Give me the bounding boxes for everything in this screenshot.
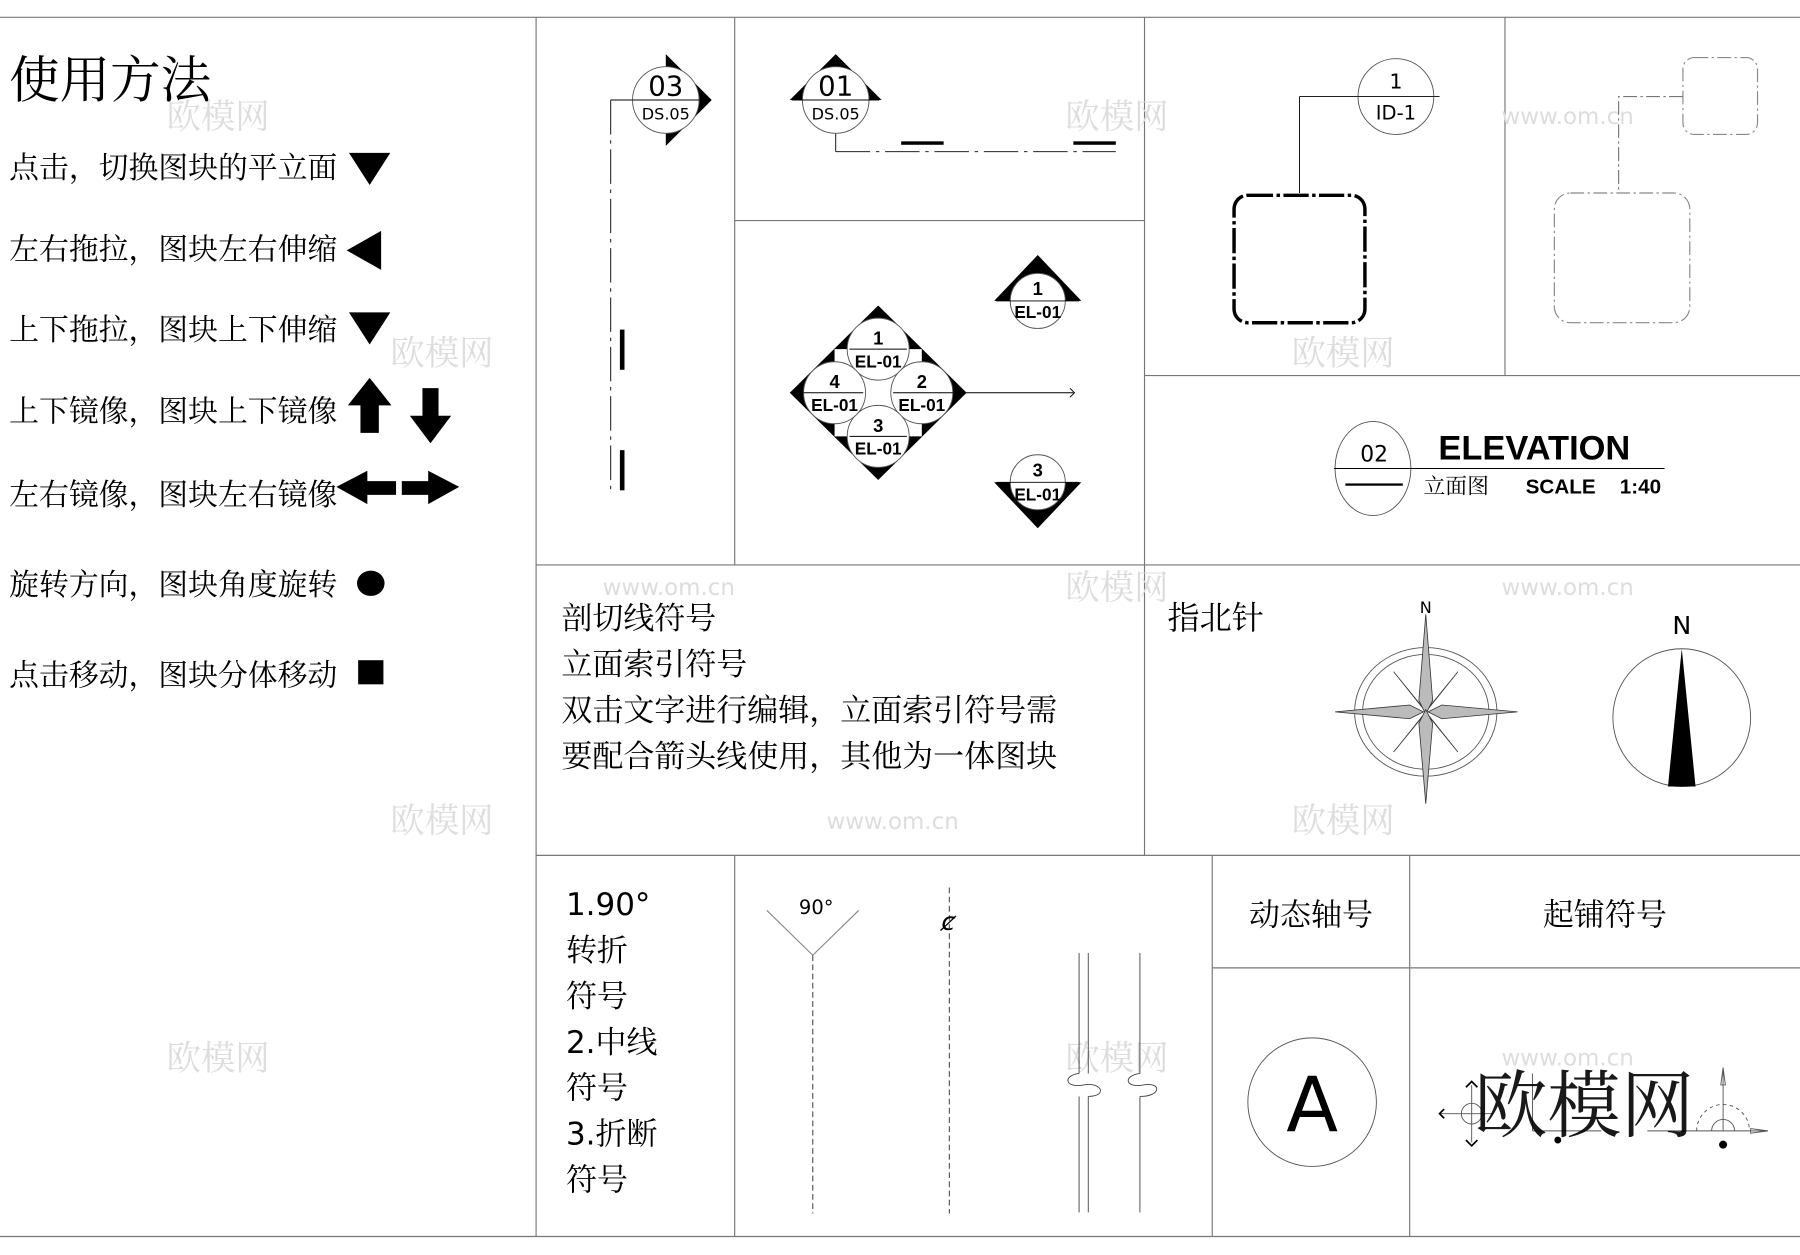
svg-text:EL-01: EL-01 <box>854 351 902 372</box>
svg-text:欧模网: 欧模网 <box>1291 801 1395 842</box>
svg-text:立面索引符号: 立面索引符号 <box>561 647 748 684</box>
svg-text:3.折断: 3.折断 <box>565 1116 658 1153</box>
svg-text:欧模网: 欧模网 <box>390 334 494 375</box>
svg-text:欧模网: 欧模网 <box>1065 568 1169 609</box>
rotate-circle-icon[interactable] <box>357 571 385 596</box>
svg-text:3: 3 <box>873 414 884 436</box>
usage-item-label: 点击，切换图块的平立面 <box>9 151 338 187</box>
svg-text:EL-01: EL-01 <box>811 395 858 416</box>
arrow-down-icon[interactable] <box>410 388 451 443</box>
paving-dot-icon <box>1719 1141 1727 1149</box>
usage-item-label: 点击移动，图块分体移动 <box>9 658 338 694</box>
svg-text:02: 02 <box>1360 442 1388 468</box>
svg-text:DS.05: DS.05 <box>811 104 860 124</box>
arrow-up-icon[interactable] <box>348 378 392 433</box>
svg-text:N: N <box>1672 610 1692 640</box>
usage-item-label: 旋转方向，图块角度旋转 <box>9 567 338 603</box>
svg-text:欧模网: 欧模网 <box>166 1039 270 1080</box>
elevation-title-block[interactable] <box>1334 421 1665 515</box>
description-text[interactable] <box>561 601 1057 775</box>
svg-text:要配合箭头线使用，其他为一体图块: 要配合箭头线使用，其他为一体图块 <box>561 738 1058 775</box>
svg-text:EL-01: EL-01 <box>854 438 902 459</box>
usage-item-label: 左右拖拉，图块左右伸缩 <box>9 232 338 268</box>
svg-text:1: 1 <box>873 327 884 349</box>
svg-text:www.om.cn: www.om.cn <box>826 808 959 835</box>
angle-90-symbol[interactable] <box>767 896 859 1214</box>
svg-text:03: 03 <box>648 70 684 103</box>
svg-text:2.中线: 2.中线 <box>565 1024 658 1061</box>
simple-north-arrow[interactable] <box>1613 611 1751 787</box>
detail-index-mark-dashed[interactable] <box>1554 58 1757 323</box>
svg-text:ȼ: ȼ <box>941 906 956 936</box>
watermark-logo: 欧模网 <box>1473 1063 1695 1149</box>
svg-text:剖切线符号: 剖切线符号 <box>561 601 717 638</box>
break-line-symbol[interactable] <box>1068 953 1157 1212</box>
svg-text:SCALE: SCALE <box>1525 475 1596 499</box>
svg-text:www.om.cn: www.om.cn <box>1501 574 1634 601</box>
svg-text:1:40: 1:40 <box>1619 475 1662 499</box>
svg-text:欧模网: 欧模网 <box>390 801 494 842</box>
usage-item-label: 上下拖拉，图块上下伸缩 <box>9 312 338 348</box>
triangle-left-icon[interactable] <box>347 231 381 270</box>
svg-text:www.om.cn: www.om.cn <box>1501 104 1634 131</box>
svg-text:3: 3 <box>1032 459 1043 481</box>
triangle-down-icon[interactable] <box>349 312 390 344</box>
detail-index-mark[interactable] <box>1234 59 1439 323</box>
axis-number-bubble[interactable] <box>1248 1038 1377 1167</box>
north-title: 指北针 <box>1167 599 1264 638</box>
elevation-index-four-way[interactable] <box>790 305 1075 479</box>
svg-text:ELEVATION: ELEVATION <box>1438 429 1631 468</box>
svg-text:EL-01: EL-01 <box>1014 302 1062 323</box>
elevation-index-single-bottom[interactable] <box>994 455 1081 528</box>
paving-title: 起铺符号 <box>1542 897 1667 934</box>
svg-text:1: 1 <box>1032 278 1043 300</box>
svg-text:1.90°: 1.90° <box>565 887 651 924</box>
svg-text:ID-1: ID-1 <box>1375 101 1417 125</box>
svg-text:www.om.cn: www.om.cn <box>602 574 735 601</box>
arrow-left-icon[interactable] <box>336 471 396 504</box>
svg-text:01: 01 <box>818 70 854 103</box>
svg-text:立面图: 立面图 <box>1423 474 1489 500</box>
svg-text:欧模网: 欧模网 <box>166 97 270 138</box>
svg-text:2: 2 <box>916 371 927 393</box>
svg-text:A: A <box>1286 1060 1339 1149</box>
svg-text:符号: 符号 <box>565 978 628 1015</box>
elevation-index-single-top[interactable] <box>994 255 1081 328</box>
triangle-down-icon[interactable] <box>349 153 390 185</box>
watermarks <box>166 98 1633 1079</box>
svg-text:90°: 90° <box>798 895 834 919</box>
centerline-symbol[interactable] <box>939 888 957 1214</box>
svg-text:转折: 转折 <box>565 932 628 969</box>
move-square-icon[interactable] <box>358 660 383 684</box>
svg-text:双击文字进行编辑，立面索引符号需: 双击文字进行编辑，立面索引符号需 <box>561 693 1058 730</box>
axis-title: 动态轴号 <box>1248 897 1373 934</box>
symbols-description[interactable] <box>566 887 658 1199</box>
svg-text:EL-01: EL-01 <box>898 395 946 416</box>
usage-title: 使用方法 <box>9 50 212 110</box>
svg-text:www.om.cn: www.om.cn <box>1501 1045 1634 1072</box>
usage-item-label: 左右镜像，图块左右镜像 <box>9 478 338 514</box>
svg-text:符号: 符号 <box>565 1162 628 1199</box>
arrow-right-icon[interactable] <box>402 471 459 504</box>
svg-text:欧模网: 欧模网 <box>1065 97 1169 138</box>
usage-item-label: 上下镜像，图块上下镜像 <box>9 394 338 430</box>
section-mark-03[interactable] <box>611 54 712 491</box>
svg-text:符号: 符号 <box>565 1070 628 1107</box>
compass-rose-north-arrow[interactable] <box>1335 598 1518 804</box>
svg-text:欧模网: 欧模网 <box>1065 1039 1169 1080</box>
svg-text:DS.05: DS.05 <box>641 104 690 124</box>
svg-text:欧模网: 欧模网 <box>1291 334 1395 375</box>
svg-text:EL-01: EL-01 <box>1014 484 1062 505</box>
svg-text:1: 1 <box>1389 69 1403 94</box>
svg-text:N: N <box>1419 598 1432 618</box>
svg-text:4: 4 <box>829 371 840 393</box>
